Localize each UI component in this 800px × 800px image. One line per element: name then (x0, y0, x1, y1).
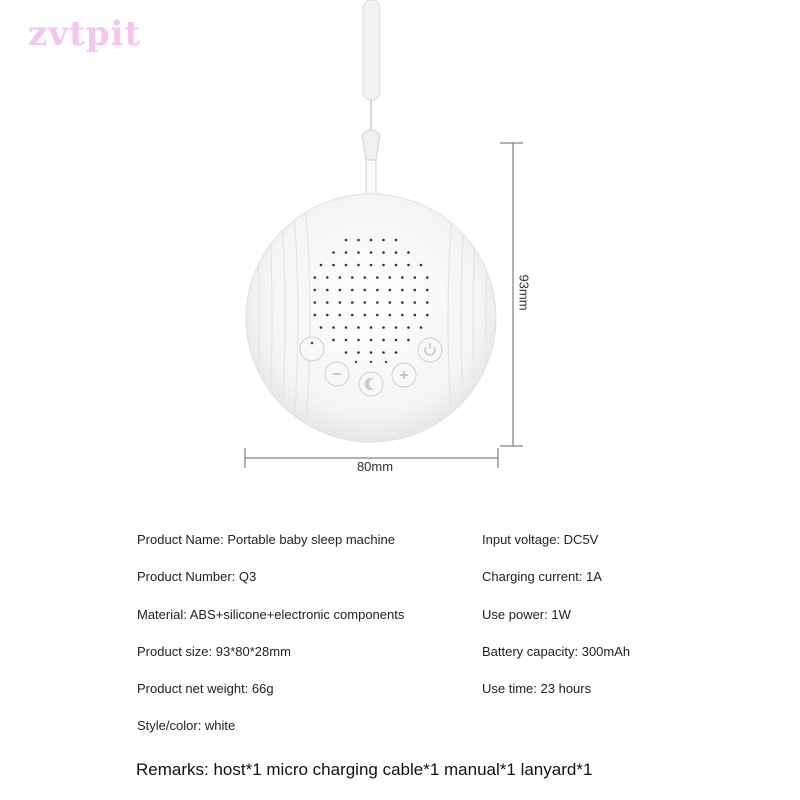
grille-hole (357, 351, 360, 354)
indicator-dot (385, 361, 387, 363)
grille-hole (314, 289, 317, 292)
grille-hole (339, 289, 342, 292)
grille-hole (332, 251, 335, 254)
grille-hole (389, 289, 392, 292)
dot-icon (311, 342, 314, 345)
grille-hole (376, 276, 379, 279)
grille-hole (395, 239, 398, 242)
grille-hole (345, 264, 348, 267)
grille-hole (414, 276, 417, 279)
plus-button[interactable] (392, 363, 416, 387)
grille-hole (351, 301, 354, 304)
grille-hole (395, 339, 398, 342)
spec-product-name: Product Name: Portable baby sleep machine (137, 532, 395, 547)
minus-button[interactable] (325, 362, 349, 386)
grille-hole (332, 339, 335, 342)
grille-hole (345, 326, 348, 329)
grille-hole (370, 326, 373, 329)
grille-hole (376, 289, 379, 292)
grille-hole (364, 289, 367, 292)
grille-hole (332, 326, 335, 329)
grille-hole (351, 276, 354, 279)
grille-hole (414, 301, 417, 304)
spec-use-time: Use time: 23 hours (482, 681, 592, 696)
grille-hole (326, 314, 329, 317)
grille-hole (382, 264, 385, 267)
grille-hole (382, 251, 385, 254)
grille-hole (364, 276, 367, 279)
grille-hole (345, 251, 348, 254)
spec-material: Material: ABS+silicone+electronic components (137, 607, 405, 622)
grille-hole (339, 314, 342, 317)
grille-hole (364, 301, 367, 304)
grille-hole (370, 239, 373, 242)
width-label: 80mm (356, 459, 394, 474)
grille-hole (407, 251, 410, 254)
grille-hole (382, 351, 385, 354)
spec-product-size: Product size: 93*80*28mm (137, 644, 291, 659)
remarks: Remarks: host*1 micro charging cable*1 manual*1 lanyard*1 (136, 760, 593, 779)
grille-hole (401, 301, 404, 304)
grille-hole (407, 326, 410, 329)
grille-hole (339, 276, 342, 279)
grille-hole (401, 314, 404, 317)
grille-hole (320, 326, 323, 329)
device-body (246, 190, 496, 450)
grille-hole (345, 351, 348, 354)
grille-hole (395, 251, 398, 254)
grille-hole (351, 289, 354, 292)
grille-hole (326, 301, 329, 304)
grille-hole (370, 351, 373, 354)
grille-hole (382, 339, 385, 342)
grille-hole (420, 264, 423, 267)
grille-hole (345, 239, 348, 242)
grille-hole (382, 326, 385, 329)
grille-hole (345, 339, 348, 342)
grille-hole (376, 314, 379, 317)
grille-hole (357, 339, 360, 342)
grille-hole (314, 276, 317, 279)
grille-hole (389, 301, 392, 304)
indicator-dot (355, 361, 357, 363)
grille-hole (351, 314, 354, 317)
indicator-dot (370, 361, 372, 363)
grille-hole (357, 251, 360, 254)
power-button[interactable] (418, 338, 442, 362)
spec-input-voltage: Input voltage: DC5V (482, 532, 599, 547)
grille-hole (407, 264, 410, 267)
grille-hole (414, 314, 417, 317)
grille-hole (314, 314, 317, 317)
grille-hole (426, 301, 429, 304)
grille-hole (426, 314, 429, 317)
grille-hole (370, 251, 373, 254)
grille-hole (320, 264, 323, 267)
watermark-logo: zvtpit (28, 14, 142, 54)
grille-hole (370, 339, 373, 342)
grille-hole (426, 289, 429, 292)
grille-hole (357, 264, 360, 267)
grille-hole (395, 264, 398, 267)
spec-net-weight: Product net weight: 66g (137, 681, 274, 696)
spec-style-color: Style/color: white (137, 718, 236, 733)
dot-button[interactable] (300, 337, 324, 361)
spec-battery-capacity: Battery capacity: 300mAh (482, 644, 631, 659)
grille-hole (407, 339, 410, 342)
grille-hole (414, 289, 417, 292)
grille-hole (357, 326, 360, 329)
grille-hole (357, 239, 360, 242)
grille-hole (376, 301, 379, 304)
grille-hole (326, 276, 329, 279)
spec-charging-current: Charging current: 1A (482, 569, 602, 584)
grille-hole (326, 289, 329, 292)
moon-button[interactable] (359, 372, 383, 396)
grille-hole (339, 301, 342, 304)
grille-hole (426, 276, 429, 279)
grille-hole (401, 289, 404, 292)
grille-hole (314, 301, 317, 304)
height-label: 93mm (516, 274, 532, 311)
lanyard (362, 0, 380, 225)
spec-product-number: Product Number: Q3 (137, 569, 257, 584)
grille-hole (420, 326, 423, 329)
spec-use-power: Use power: 1W (482, 607, 571, 622)
grille-hole (389, 276, 392, 279)
grille-hole (364, 314, 367, 317)
grille-hole (395, 351, 398, 354)
grille-hole (382, 239, 385, 242)
grille-hole (370, 264, 373, 267)
grille-hole (332, 264, 335, 267)
grille-hole (401, 276, 404, 279)
grille-hole (389, 314, 392, 317)
grille-hole (395, 326, 398, 329)
